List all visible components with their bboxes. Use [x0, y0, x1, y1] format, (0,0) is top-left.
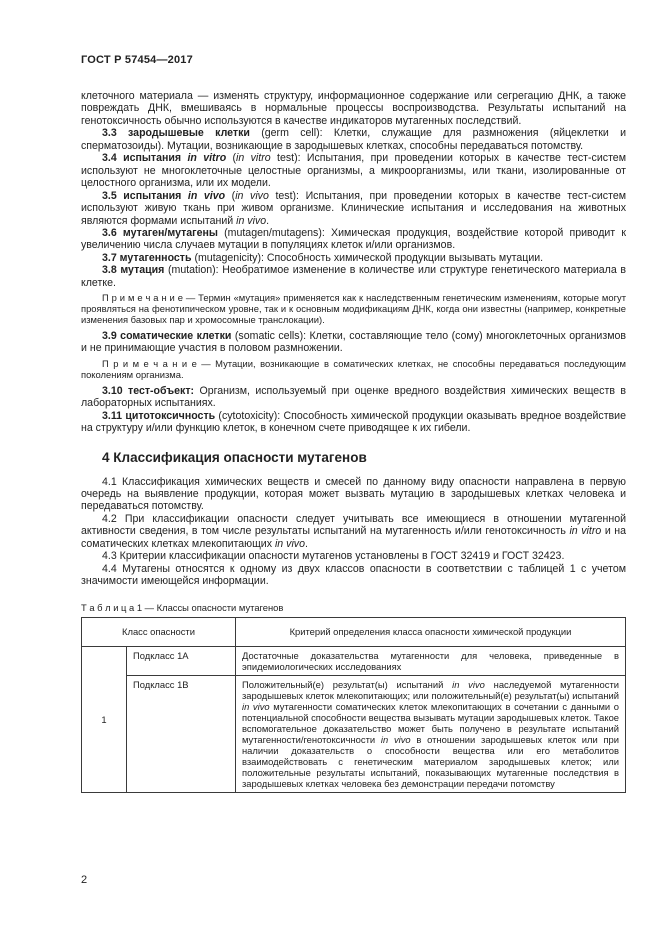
note-paragraph	[81, 359, 626, 381]
paragraph	[81, 90, 626, 127]
paragraph	[81, 227, 626, 252]
paragraph	[81, 385, 626, 410]
subclass-1a-cell: Подкласс 1A	[127, 646, 236, 675]
text-run: 3.3 зародышевые клетки	[102, 127, 250, 140]
table-header-criteria: Критерий определения класса опасности химической продукции	[236, 617, 626, 646]
text-run: Достаточные доказательства мутагенности для человека, приведенные в эпидемиологических исследованиях	[242, 649, 619, 672]
paragraph	[81, 152, 626, 189]
criteria-1b-cell	[236, 675, 626, 792]
table-header-row	[82, 617, 626, 646]
text-run: 3.5 испытания	[102, 189, 188, 202]
text-run: .	[266, 214, 270, 227]
paragraph	[81, 476, 626, 513]
text-run: 3.9 соматические клетки	[102, 329, 232, 342]
text-run: in vivo	[274, 537, 305, 550]
text-run: в отношении зародышевых клеток или при наличии доказательств о способности вещества или его метаболитов взаимодействовать с генетическим материалом зародышевых клеток; или положительные результаты испытаний, показывающих мутагенные последствия в зародышевых клетках человека без демонстрации передачи потомству	[242, 733, 620, 789]
text-run: и на соматических клетках млекопитающих	[81, 525, 627, 550]
paragraph	[81, 410, 626, 435]
page-number: 2	[81, 874, 88, 886]
note-paragraph	[81, 293, 626, 326]
text-run: in vivo	[235, 189, 269, 202]
text-run: 3.4 испытания	[102, 152, 188, 165]
text-run: мутагенности соматических клеток млекопитающих в сочетании с данными о потенциальной способности вещества вызывать мутации зародышевых клеток. Такое вспомогательное доказательство может быть получено в результате испытаний мутагенности/генотоксичности	[242, 700, 619, 745]
text-run: (	[226, 152, 237, 165]
doc-number: ГОСТ Р 57454—2017	[81, 54, 193, 66]
class-number-cell: 1	[82, 646, 127, 792]
text-run: П р и м е ч а н и е — Мутации, возникающие в соматических клетках, не способны передаваться последующим поколениям организма.	[81, 357, 626, 380]
text-run: П р и м е ч а н и е — Термин «мутация» применяется как к наследственным генетическим изменениям, которые могут проявляться на фенотипическом уровне, так и к основным модификациям ДНК, когда они известны (например, конкретные изменения базовых пар и хромосомные транслокации).	[81, 292, 626, 326]
text-run: (cytotoxicity): Способность химической продукции оказывать вредное воздействие на структуру и/или функцию клеток, в конечном счете приводящее к их гибели.	[81, 409, 626, 435]
paragraph	[81, 264, 626, 289]
text-run: Положительный(е) результат(ы) испытаний	[242, 678, 453, 690]
text-run: 3.8 мутация	[102, 264, 165, 277]
text-run: in vitro	[236, 152, 271, 165]
paragraph	[81, 190, 626, 227]
text-run: (somatic cells): Клетки, составляющие тело (сому) многоклеточных организмов и не принимающие участия в половом размножении.	[81, 329, 626, 355]
text-run: in vivo	[187, 189, 226, 202]
text-run: in vitro	[187, 152, 227, 165]
paragraph	[81, 513, 626, 550]
text-run: in vivo	[380, 733, 411, 745]
text-run: Организм, используемый при оценке вредного воздействия химических веществ в лабораторных испытаниях.	[81, 384, 626, 410]
text-run: 4.1 Классификация химических веществ и смесей по данному виду опасности направлена в первую очередь на выявление продукции, которая может вызвать мутацию в зародышевых клетках человека и передаваться потомству.	[81, 475, 626, 513]
table-header-class: Класс опасности	[82, 617, 236, 646]
paragraph	[81, 252, 626, 264]
text-run: in vivo	[242, 700, 270, 712]
criteria-1a-cell	[236, 646, 626, 675]
subclass-1b-cell: Подкласс 1B	[127, 675, 236, 792]
text-run: .	[304, 537, 308, 550]
text-run: in vivo	[452, 678, 485, 690]
text-run: клеточного материала — изменять структуру, информационное содержание или сегрегацию ДНК, а также повреждать ДНК, вмешиваясь в нормальные процессы воспроизводства. Результаты испытаний на генотоксичность обычно используются в качестве индикаторов мутагенных последствий.	[81, 90, 626, 127]
table-caption: Т а б л и ц а 1 — Классы опасности мутагенов	[81, 601, 284, 613]
text-run: (	[225, 189, 236, 202]
section-heading	[81, 450, 626, 465]
text-run: 4.2 При классификации опасности следует учитывать все имеющиеся в отношении мутагенной активности сведения, в том числе результаты испытаний на мутагенность и/или генотоксичность	[81, 512, 626, 538]
paragraph	[81, 550, 626, 562]
table-row	[82, 675, 626, 792]
text-run: 4 Классификация опасности мутагенов	[102, 449, 367, 465]
text-run: in vitro	[569, 525, 602, 538]
text-run: test): Испытания, при проведении которых в качестве тест-систем используют живую ткань при живом организме. Клинические испытания и исследования на животных являются формами испытаний	[81, 189, 626, 227]
text-run: 3.10 тест-объект:	[102, 384, 195, 397]
text-run: 3.11 цитотоксичность	[102, 409, 216, 422]
text-blocks	[81, 90, 626, 588]
text-run: 4.3 Критерии классификации опасности мутагенов установлены в ГОСТ 32419 и ГОСТ 32423.	[102, 550, 565, 563]
text-run: (mutagen/mutagens): Химическая продукция, воздействие которой приводит к увеличению числа случаев мутации в популяциях клеток и/или организмов.	[81, 226, 626, 252]
text-run: (germ cell): Клетки, служащие для размножения (яйцеклетки и сперматозоиды). Мутации, возникающие в зародышевых клетках, способны передаваться потомству.	[81, 127, 627, 152]
text-run: 4.4 Мутагены относятся к одному из двух классов опасности в соответствии с таблицей 1 с учетом значимости имеющейся информации.	[81, 562, 626, 588]
text-run: 3.6 мутаген/мутагены	[102, 226, 218, 239]
table-row	[82, 646, 626, 675]
text-run: 3.7 мутагенность	[102, 251, 192, 264]
paragraph	[81, 330, 626, 355]
paragraph	[81, 127, 626, 152]
text-run: наследуемой мутагенности зародышевых клеток млекопитающих; или положительный(е) результат(ы) испытаний	[242, 678, 619, 701]
text-run: test): Испытания, при проведении которых в качестве тест-систем используют не многоклеточные целостные организмы, а микроорганизмы, или ткани, изолированные от целостного организма, или их модели.	[81, 152, 626, 190]
text-run: (mutation): Необратимое изменение в количестве или структуре генетического материала в клетке.	[81, 264, 626, 289]
hazard-class-table	[81, 617, 626, 793]
text-run: in vivo	[236, 214, 267, 227]
text-run: (mutagenicity): Способность химической продукции вызывать мутации.	[191, 251, 544, 264]
document-content	[81, 90, 626, 793]
paragraph	[81, 563, 626, 588]
